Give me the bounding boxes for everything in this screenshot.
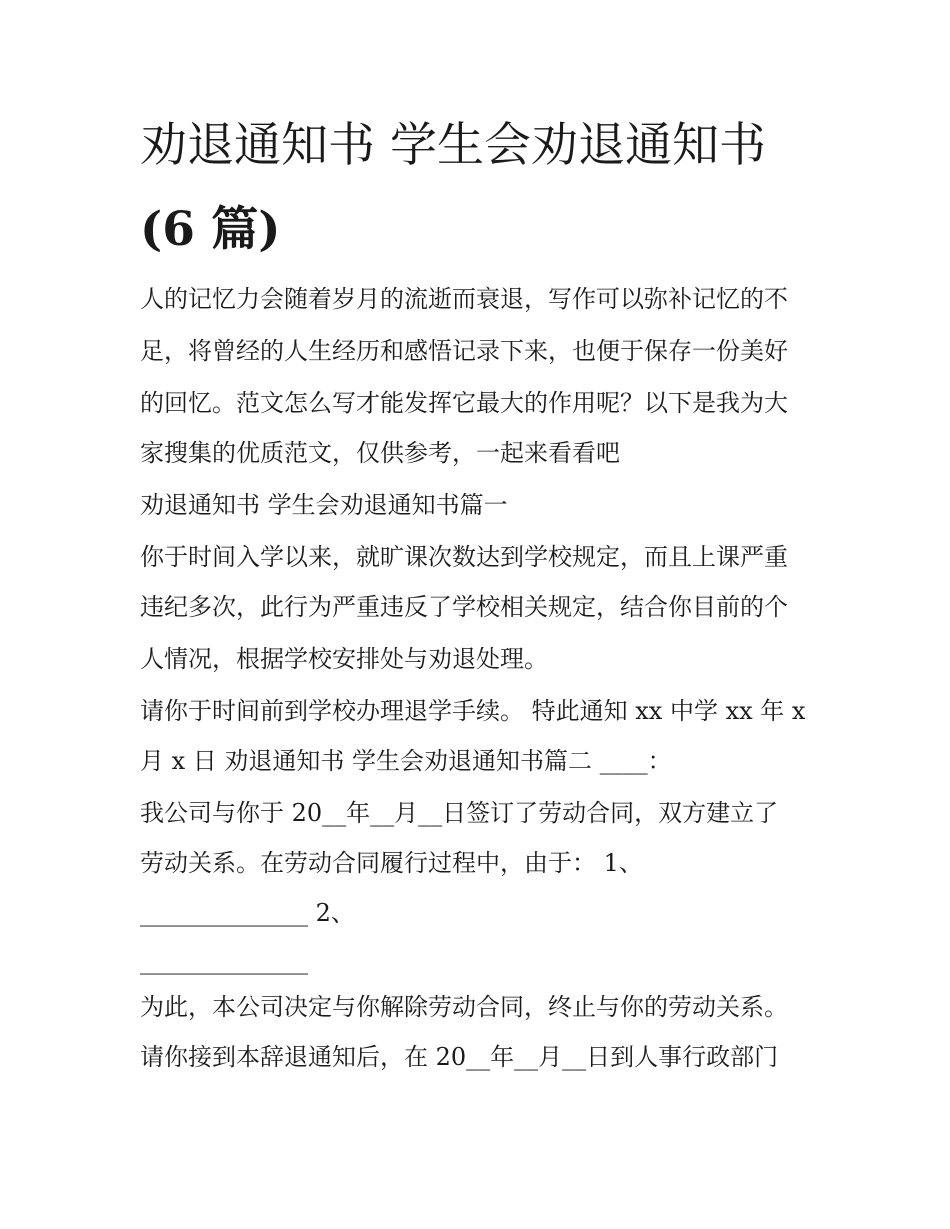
blank-line-2: ______________ (140, 947, 308, 975)
body-line-10: 月 x 日 劝退通知书 学生会劝退通知书篇二 ____： (140, 747, 672, 775)
body-line-7: 违纪多次，此行为严重违反了学校相关规定，结合你目前的个 (140, 593, 788, 621)
document-title-line2: (6 篇) (140, 202, 281, 257)
body-line-8: 人情况，根据学校安排处与劝退处理。 (140, 645, 548, 673)
body-line-9: 请你于时间前到学校办理退学手续。 特此通知 xx 中学 xx 年 x (140, 697, 806, 725)
body-line-2: 足，将曾经的人生经历和感悟记录下来，也便于保存一份美好 (140, 337, 788, 365)
body-line-11: 我公司与你于 20__年__月__日签订了劳动合同，双方建立了 (140, 799, 779, 827)
blank-line-1: ______________ 2、 (140, 899, 355, 927)
body-line-15: 为此，本公司决定与你解除劳动合同，终止与你的劳动关系。 (140, 993, 788, 1021)
document-title-line1: 劝退通知书 学生会劝退通知书 (140, 118, 766, 173)
body-line-4: 家搜集的优质范文，仅供参考，一起来看看吧 (140, 439, 620, 467)
body-line-16: 请你接到本辞退通知后，在 20__年__月__日到人事行政部门 (140, 1043, 779, 1071)
body-line-3: 的回忆。范文怎么写才能发挥它最大的作用呢？以下是我为大 (140, 389, 788, 417)
body-line-6: 你于时间入学以来，就旷课次数达到学校规定，而且上课严重 (140, 543, 788, 571)
section-heading-1: 劝退通知书 学生会劝退通知书篇一 (140, 491, 508, 519)
body-line-1: 人的记忆力会随着岁月的流逝而衰退，写作可以弥补记忆的不 (140, 285, 788, 313)
body-line-12: 劳动关系。在劳动合同履行过程中，由于： 1、 (140, 849, 643, 877)
